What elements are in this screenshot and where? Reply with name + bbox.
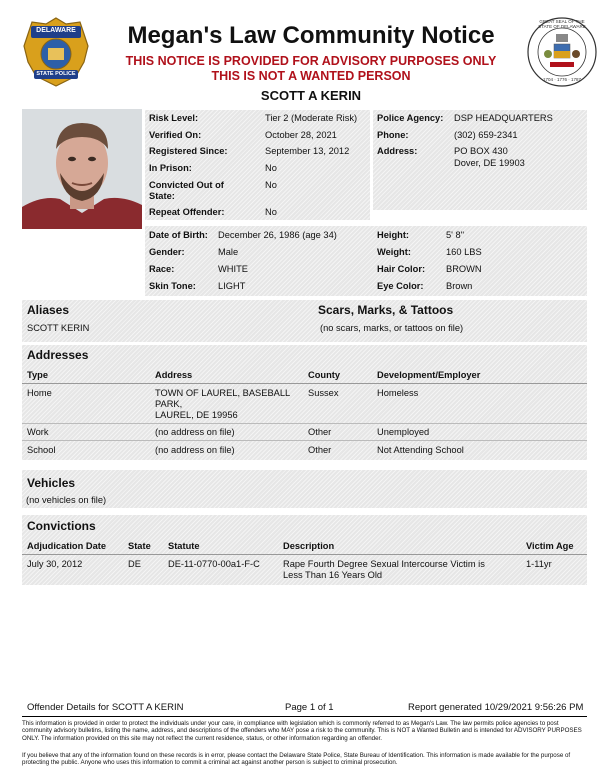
conv-col-statute: Statute (168, 541, 200, 551)
seal-years: 1704 · 1776 · 1787 (542, 77, 582, 82)
police-agency-label: Police Agency: (377, 113, 444, 123)
agency-phone-label: Phone: (377, 130, 409, 140)
conv-col-state: State (128, 541, 151, 551)
addr-work-line1: (no address on file) (155, 427, 235, 437)
gender-label: Gender: (149, 247, 185, 257)
hair-color-value: BROWN (446, 264, 482, 274)
risk-level-value: Tier 2 (Moderate Risk) (265, 113, 358, 123)
conv-state: DE (128, 559, 141, 569)
addr-col-address: Address (155, 370, 193, 380)
addr-work-employer: Unemployed (377, 427, 430, 437)
vehicles-panel (22, 470, 587, 508)
addr-school-county: Other (308, 445, 332, 455)
addr-school-line1: (no address on file) (155, 445, 235, 455)
badge-top-text: DELAWARE (36, 27, 76, 34)
eye-color-value: Brown (446, 281, 473, 291)
addr-home-type: Home (27, 388, 52, 398)
verified-label: Verified On: (149, 130, 202, 140)
aliases-value: SCOTT KERIN (27, 323, 90, 333)
addr-home-line2: PARK, (155, 399, 183, 409)
hair-color-label: Hair Color: (377, 264, 426, 274)
footer-offender-details: Offender Details for SCOTT A KERIN (27, 702, 184, 713)
badge-bottom-text: STATE POLICE (36, 71, 76, 77)
vehicles-heading: Vehicles (27, 476, 76, 490)
addr-home-employer: Homeless (377, 388, 419, 398)
offender-photo (22, 109, 142, 229)
height-value: 5' 8" (446, 230, 464, 240)
weight-label: Weight: (377, 247, 411, 257)
agency-address-line1: PO BOX 430 (454, 146, 508, 156)
aliases-panel (22, 300, 587, 342)
footer-page-number: Page 1 of 1 (285, 702, 334, 713)
convictions-heading: Convictions (27, 519, 96, 533)
advisory-notice: THIS NOTICE IS PROVIDED FOR ADVISORY PURPOSES ONLY (125, 54, 497, 68)
conv-description-2: Less Than 16 Years Old (283, 570, 383, 580)
addr-col-type: Type (27, 370, 49, 380)
addr-work-county: Other (308, 427, 332, 437)
conv-col-description: Description (283, 541, 335, 551)
addr-school-type: School (27, 445, 56, 455)
race-label: Race: (149, 264, 175, 274)
addr-row-divider (22, 423, 587, 424)
conv-header-divider (22, 554, 587, 555)
footer-divider (22, 716, 587, 717)
addresses-panel (22, 345, 587, 460)
conv-victim-age: 1-11yr (526, 559, 552, 569)
not-wanted-notice: THIS IS NOT A WANTED PERSON (211, 69, 411, 83)
footer-disclaimer-1: This information is provided in order to protect the individuals under your care, in compliance with legislation which is commonly referred to as Megan's Law. The law permits police agencies to post community advisory bulletins, listing the name, address, and descriptions of the offenders who MAY pose a risk to the community. This is NOT a Wanted Bulletin and is intended for ADVISORY PURPOSES ONLY. The information provided on this site may not reflect the current residence, status, or other information regarding an offender. (22, 720, 582, 742)
conv-col-date: Adjudication Date (27, 541, 107, 551)
repeat-offender-label: Repeat Offender: (149, 207, 225, 217)
addresses-heading: Addresses (27, 348, 89, 362)
verified-value: October 28, 2021 (265, 130, 337, 140)
physical-panel (145, 226, 587, 296)
conv-date: July 30, 2012 (27, 559, 83, 569)
agency-address-label: Address: (377, 146, 418, 156)
scars-heading: Scars, Marks, & Tattoos (318, 303, 454, 317)
repeat-offender-value: No (265, 207, 277, 217)
registered-value: September 13, 2012 (265, 146, 350, 156)
convicted-out-label: Convicted Out of (149, 180, 224, 190)
state-seal (526, 16, 598, 88)
addr-home-line3: LAUREL, DE 19956 (155, 410, 238, 420)
addr-home-line1: TOWN OF LAUREL, BASEBALL (155, 388, 291, 398)
gender-value: Male (218, 247, 239, 257)
eye-color-label: Eye Color: (377, 281, 424, 291)
addr-school-employer: Not Attending School (377, 445, 464, 455)
addr-home-county: Sussex (308, 388, 339, 398)
skin-tone-label: Skin Tone: (149, 281, 196, 291)
addr-col-employer: Development/Employer (377, 370, 481, 380)
convicted-out-label-2: State: (149, 191, 175, 201)
registered-label: Registered Since: (149, 146, 228, 156)
dob-value: December 26, 1986 (age 34) (218, 230, 337, 240)
conv-statute: DE-11-0770-00a1-F-C (168, 559, 260, 569)
conv-description-1: Rape Fourth Degree Sexual Intercourse Victim is (283, 559, 485, 569)
convicted-out-value: No (265, 180, 277, 190)
skin-tone-value: LIGHT (218, 281, 246, 291)
seal-text: GREAT SEAL OF THE STATE OF DELAWARE (538, 19, 586, 29)
in-prison-value: No (265, 163, 277, 173)
in-prison-label: In Prison: (149, 163, 192, 173)
agency-phone-value: (302) 659-2341 (454, 130, 518, 140)
race-value: WHITE (218, 264, 248, 274)
addr-header-divider (22, 383, 587, 384)
risk-level-label: Risk Level: (149, 113, 199, 123)
height-label: Height: (377, 230, 410, 240)
dob-label: Date of Birth: (149, 230, 208, 240)
police-agency-value: DSP HEADQUARTERS (454, 113, 553, 123)
aliases-heading: Aliases (27, 303, 70, 317)
addr-col-county: County (308, 370, 341, 380)
weight-value: 160 LBS (446, 247, 482, 257)
offender-name: SCOTT A KERIN (260, 88, 362, 103)
footer-disclaimer-2: If you believe that any of the information found on these records is in error, please contact the Delaware State Police, State Bureau of Identification. This information is made available for the purpose of protecting the public. Anyone who uses this information to commit a criminal act against another person is subject to criminal prosecution. (22, 752, 571, 767)
footer-report-generated: Report generated 10/29/2021 9:56:26 PM (408, 702, 584, 713)
page-title: Megan's Law Community Notice (127, 22, 495, 49)
state-police-badge (22, 16, 90, 88)
vehicles-value: (no vehicles on file) (26, 495, 107, 505)
conv-col-victim-age: Victim Age (526, 541, 574, 551)
agency-address-line2: Dover, DE 19903 (454, 158, 525, 168)
addr-work-type: Work (27, 427, 49, 437)
addr-row-divider (22, 440, 587, 441)
scars-value: (no scars, marks, or tattoos on file) (320, 323, 464, 333)
